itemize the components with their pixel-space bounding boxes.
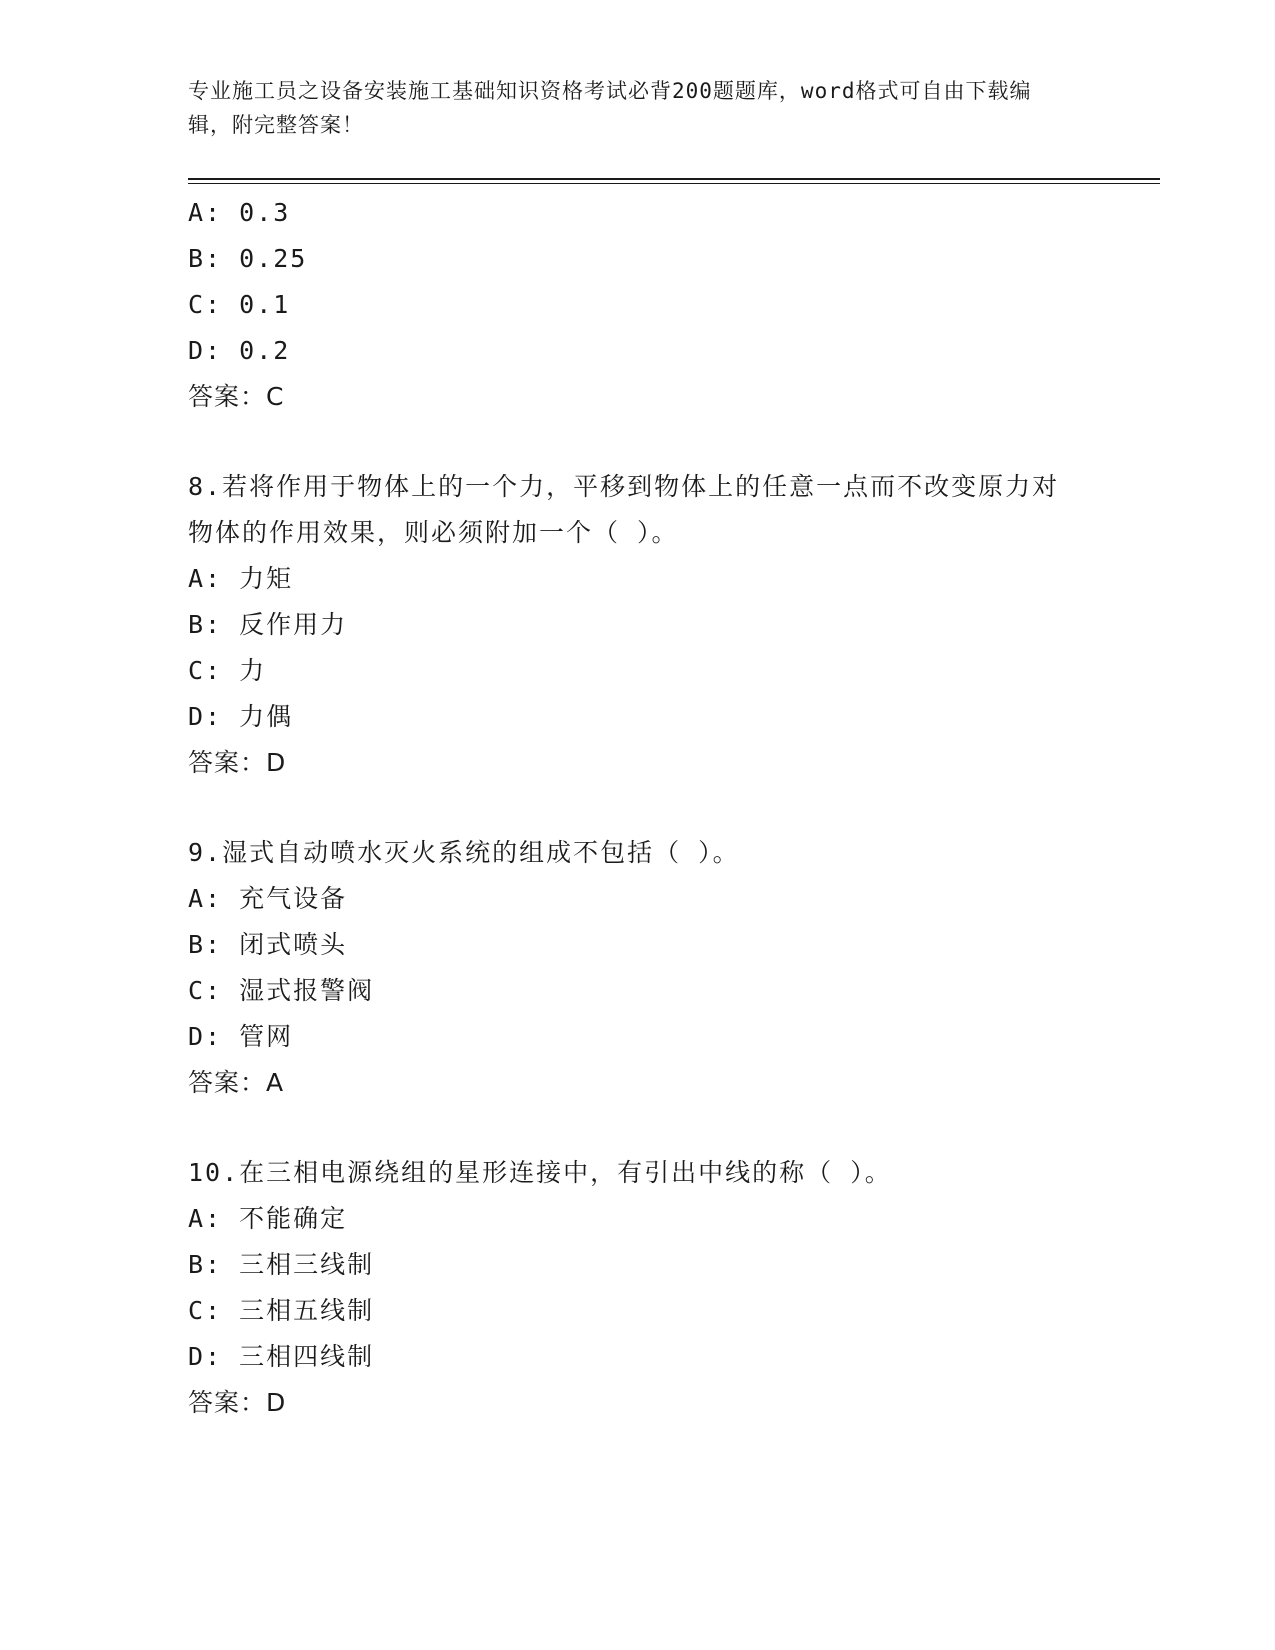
question-list <box>188 190 1088 1426</box>
option-b: B: 闭式喷头 <box>188 930 348 959</box>
header-divider-secondary <box>188 183 1160 184</box>
header-divider <box>188 178 1160 180</box>
answer-line: 答案：A <box>188 1068 285 1097</box>
option-a: A: 0.3 <box>188 198 291 227</box>
option-b: B: 0.25 <box>188 244 308 273</box>
question-block-7 <box>188 190 1088 420</box>
question-block-8 <box>188 464 1088 786</box>
option-a: A: 力矩 <box>188 564 294 593</box>
spacer <box>188 786 1088 830</box>
spacer <box>188 1106 1088 1150</box>
option-c: C: 三相五线制 <box>188 1296 375 1325</box>
option-d: D: 力偶 <box>188 702 294 731</box>
option-c: C: 力 <box>188 656 267 685</box>
question-block-9 <box>188 830 1088 1106</box>
option-d: D: 0.2 <box>188 336 291 365</box>
option-b: B: 反作用力 <box>188 610 348 639</box>
question-block-10 <box>188 1150 1088 1426</box>
answer-line: 答案：D <box>188 748 287 777</box>
spacer <box>188 420 1088 464</box>
option-c: C: 湿式报警阀 <box>188 976 375 1005</box>
option-d: D: 三相四线制 <box>188 1342 375 1371</box>
option-a: A: 不能确定 <box>188 1204 348 1233</box>
document-header-title: 专业施工员之设备安装施工基础知识资格考试必背200题题库，word格式可自由下载编辑，附完整答案！ <box>188 79 1032 137</box>
option-c: C: 0.1 <box>188 290 291 319</box>
option-d: D: 管网 <box>188 1022 294 1051</box>
answer-line: 答案：C <box>188 382 285 411</box>
option-b: B: 三相三线制 <box>188 1250 375 1279</box>
question-text: 10.在三相电源绕组的星形连接中，有引出中线的称（ ）。 <box>188 1158 892 1187</box>
question-text: 9.湿式自动喷水灭火系统的组成不包括（ ）。 <box>188 838 740 867</box>
answer-line: 答案：D <box>188 1388 287 1417</box>
question-text: 8.若将作用于物体上的一个力，平移到物体上的任意一点而不改变原力对物体的作用效果，则必须附加一个（ ）。 <box>188 472 1060 547</box>
option-a: A: 充气设备 <box>188 884 348 913</box>
